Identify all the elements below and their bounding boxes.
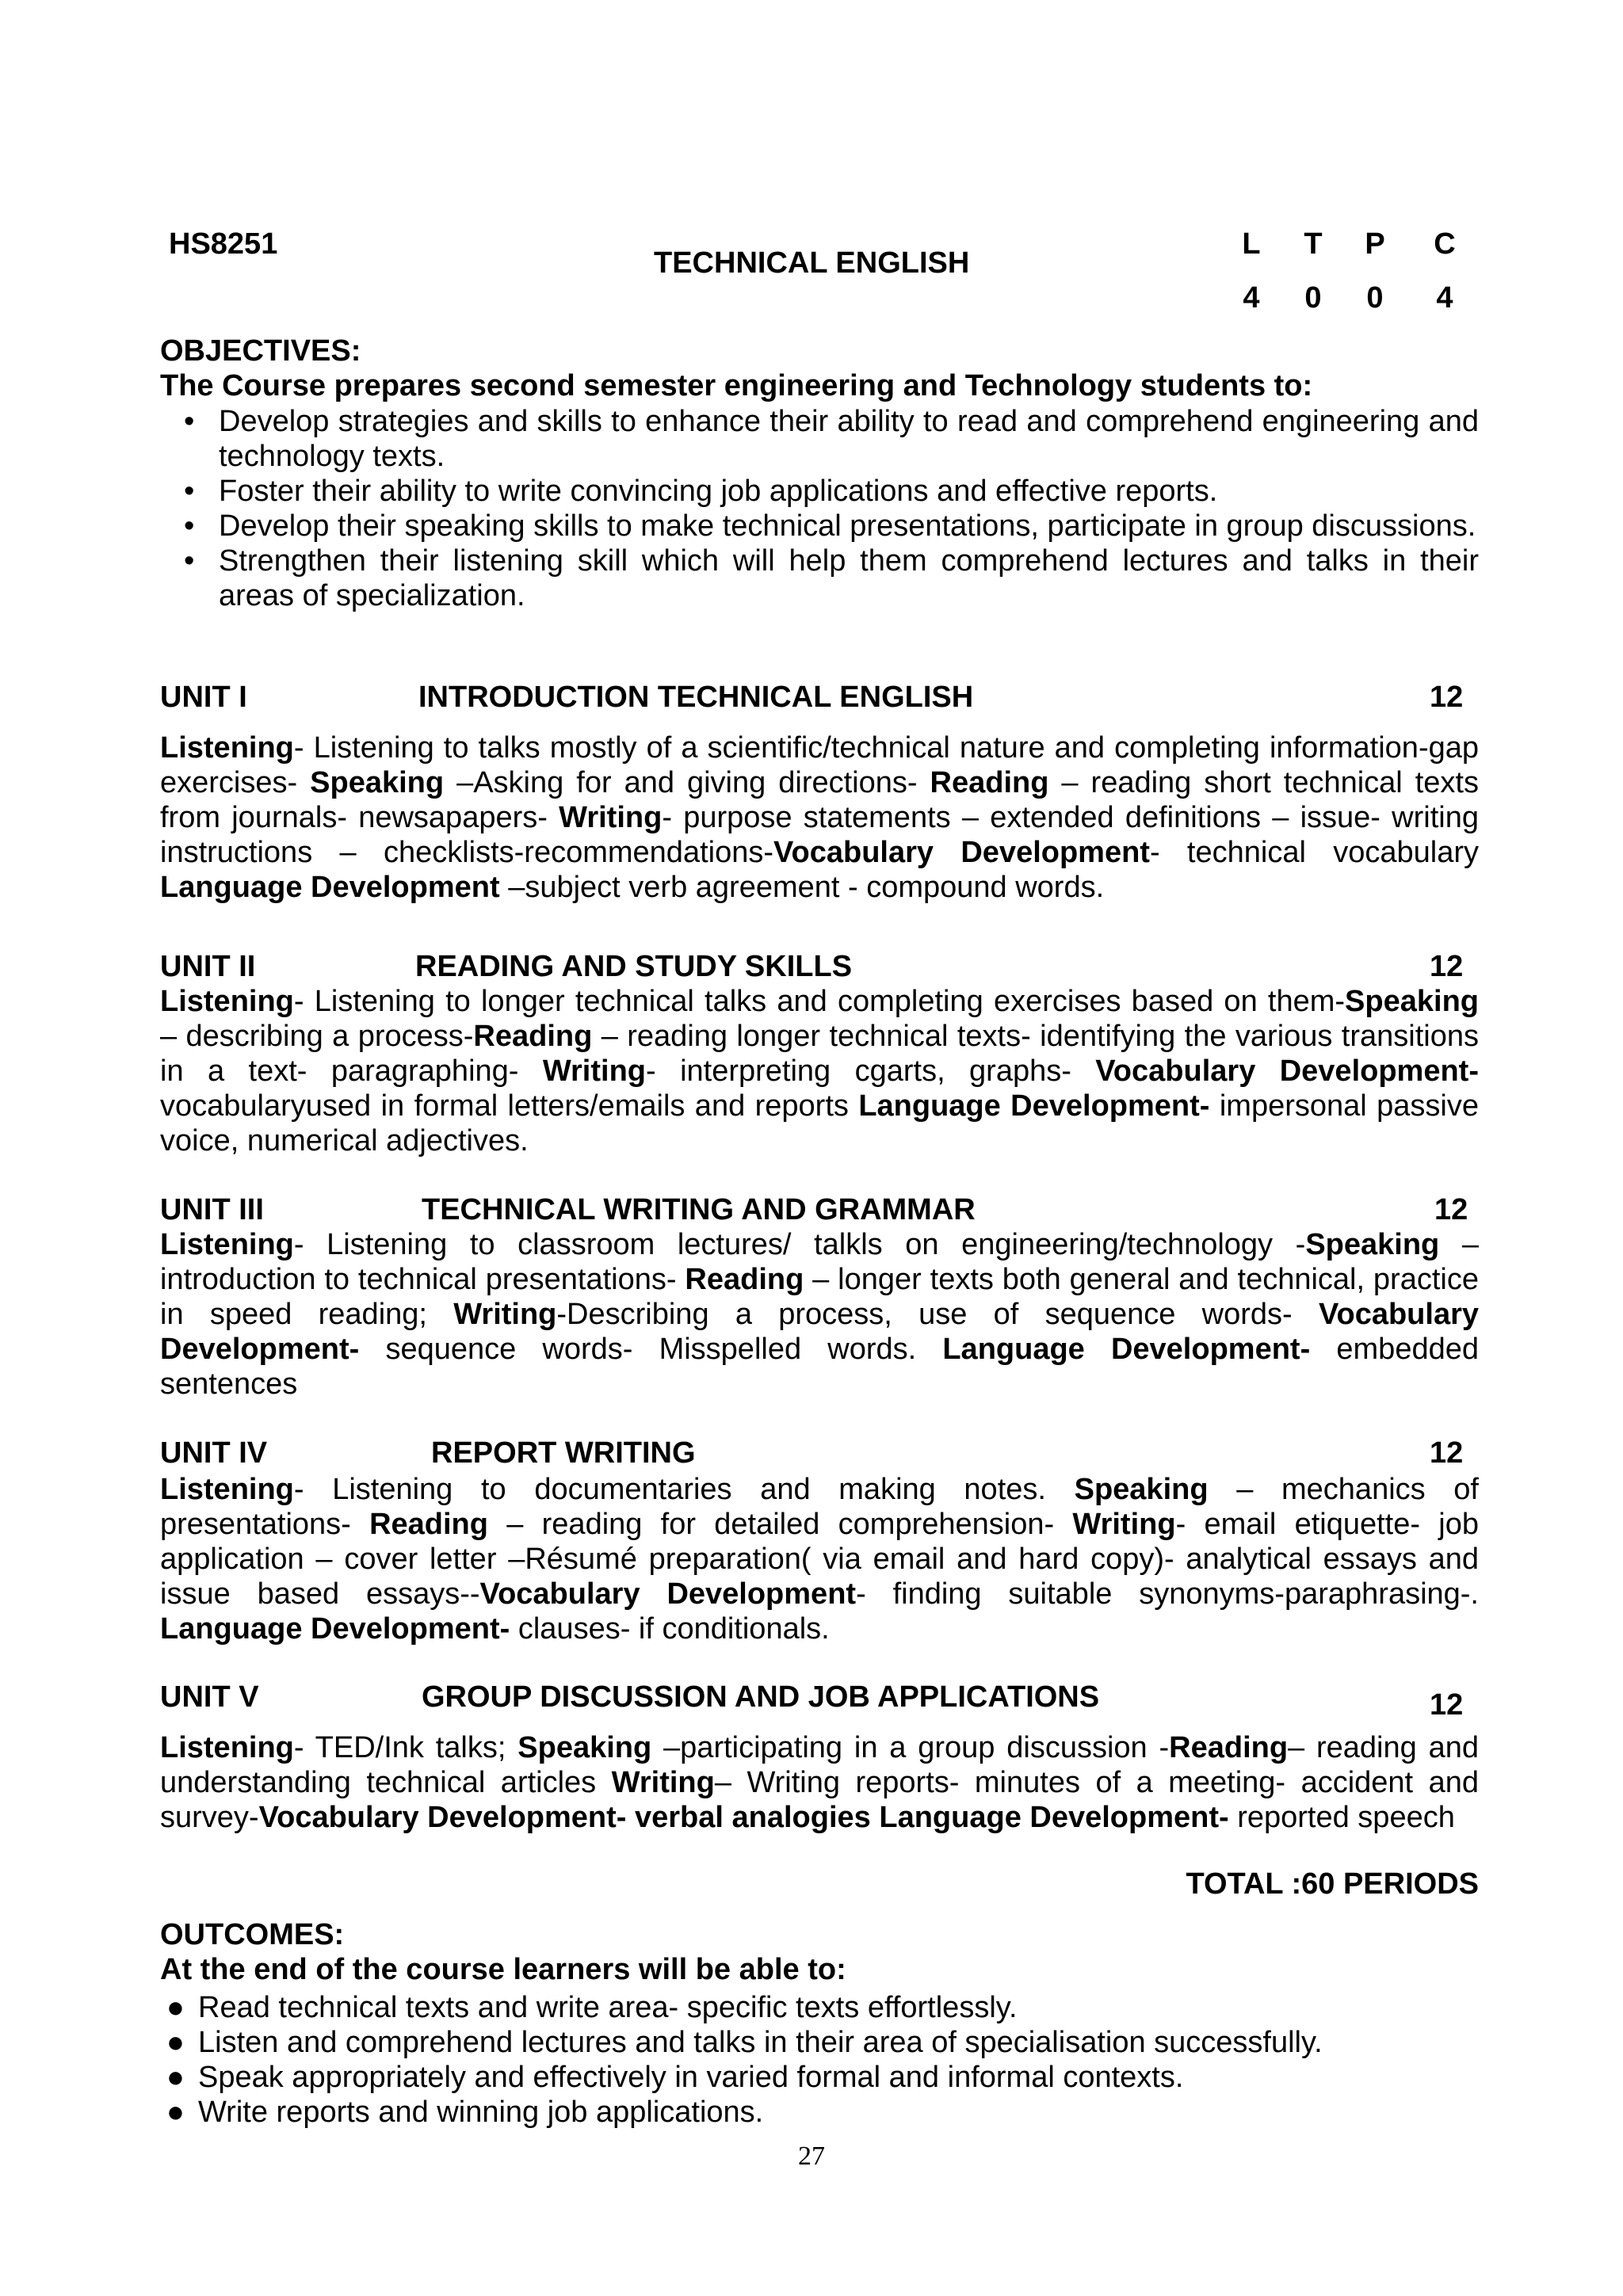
bold-term: Speaking bbox=[517, 1731, 652, 1764]
body-text: –Asking for and giving directions- bbox=[444, 766, 930, 799]
body-text: sequence words- Misspelled words. bbox=[359, 1333, 943, 1366]
bold-term: Writing bbox=[611, 1766, 715, 1799]
body-text: – longer texts both general and technical, practice in speed reading; bbox=[160, 1263, 1479, 1331]
bold-term: Writing bbox=[559, 801, 663, 834]
body-text: - interpreting cgarts, graphs- bbox=[646, 1055, 1096, 1088]
ltpc-label-c: C bbox=[1434, 227, 1456, 261]
total-periods: TOTAL :60 PERIODS bbox=[1186, 1867, 1479, 1901]
unit-body bbox=[160, 1472, 1479, 1646]
bold-term: Reading bbox=[685, 1263, 804, 1296]
bullet-icon: • bbox=[184, 544, 195, 578]
unit-title: REPORT WRITING bbox=[431, 1436, 696, 1470]
bold-term: Language Development- bbox=[942, 1333, 1311, 1366]
bold-term: Vocabulary Development- verbal analogies Language Development- bbox=[258, 1801, 1229, 1834]
ltpc-value-l: 4 bbox=[1243, 281, 1260, 315]
bold-term: Language Development- bbox=[858, 1089, 1210, 1123]
bold-term: Language Development- bbox=[160, 1612, 510, 1646]
unit-title: TECHNICAL WRITING AND GRAMMAR bbox=[422, 1193, 976, 1226]
bold-term: Vocabulary Development- bbox=[160, 1298, 1479, 1366]
bold-term: Listening bbox=[160, 1731, 294, 1764]
body-text: - TED/Ink talks; bbox=[293, 1731, 518, 1764]
unit-body bbox=[160, 984, 1479, 1158]
bullet-icon: ● bbox=[166, 2061, 185, 2094]
bold-term: Language Development bbox=[160, 871, 500, 904]
unit-hours: 12 bbox=[1430, 681, 1464, 714]
bold-term: Listening bbox=[160, 1473, 294, 1506]
ltpc-label-t: T bbox=[1304, 227, 1323, 261]
unit-title: READING AND STUDY SKILLS bbox=[415, 950, 853, 983]
unit-hours: 12 bbox=[1430, 1688, 1464, 1722]
unit-title: INTRODUCTION TECHNICAL ENGLISH bbox=[418, 681, 974, 714]
objective-item: • Develop strategies and skills to enhance their ability to read and comprehend engineering and technology texts. bbox=[184, 405, 1479, 473]
objectives-heading: OBJECTIVES: bbox=[160, 334, 361, 368]
body-text: - email etiquette- job application – cover letter –Résumé preparation( via email and hard copy)- analytical essays and issue based essays-- bbox=[160, 1508, 1479, 1611]
outcomes-heading: OUTCOMES: bbox=[160, 1918, 345, 1951]
bold-term: Speaking bbox=[1305, 1228, 1440, 1261]
bold-term: Listening bbox=[160, 985, 294, 1018]
bullet-icon: ● bbox=[166, 2096, 185, 2129]
bold-term: Writing bbox=[1072, 1508, 1176, 1541]
unit-label: UNIT III bbox=[160, 1193, 264, 1226]
bullet-icon: • bbox=[184, 405, 195, 438]
objectives-intro: The Course prepares second semester engineering and Technology students to: bbox=[160, 369, 1313, 402]
course-title: TECHNICAL ENGLISH bbox=[654, 246, 970, 280]
bold-term: Speaking bbox=[310, 766, 445, 799]
outcome-item: ● Read technical texts and write area- specific texts effortlessly. bbox=[166, 1991, 1018, 2024]
unit-heading bbox=[0, 1436, 1623, 1470]
body-text: - Listening to documentaries and making notes. bbox=[293, 1473, 1075, 1506]
objective-item: • Strengthen their listening skill which will help them comprehend lectures and talks in their areas of specialization. bbox=[184, 544, 1479, 612]
bold-term: Listening bbox=[160, 1228, 294, 1261]
outcome-item: ● Speak appropriately and effectively in varied formal and informal contexts. bbox=[166, 2061, 1184, 2094]
body-text: - Listening to talks mostly of a scientific/technical nature and completing information-gap exercises- bbox=[160, 731, 1479, 799]
ltpc-label-l: L bbox=[1242, 227, 1261, 261]
outcomes-intro: At the end of the course learners will be able to: bbox=[160, 1953, 846, 1986]
course-code: HS8251 bbox=[169, 227, 278, 261]
body-text: -Describing a process, use of sequence words- bbox=[556, 1298, 1319, 1331]
body-text: – introduction to technical presentations- bbox=[160, 1228, 1479, 1296]
body-text: – describing a process- bbox=[160, 1020, 474, 1053]
bold-term: Speaking bbox=[1074, 1473, 1209, 1506]
bold-term: Speaking bbox=[1345, 985, 1479, 1018]
body-text: impersonal passive voice, numerical adjectives. bbox=[160, 1089, 1479, 1158]
body-text: – reading and understanding technical articles bbox=[160, 1731, 1479, 1799]
bold-term: Reading bbox=[930, 766, 1049, 799]
unit-hours: 12 bbox=[1430, 950, 1464, 983]
ltpc-value-p: 0 bbox=[1366, 281, 1384, 315]
unit-heading bbox=[0, 680, 1623, 715]
ltpc-value-c: 4 bbox=[1436, 281, 1453, 315]
unit-title: GROUP DISCUSSION AND JOB APPLICATIONS bbox=[422, 1680, 1100, 1714]
unit-label: UNIT I bbox=[160, 681, 247, 714]
unit-body bbox=[160, 1730, 1479, 1835]
body-text: – reading longer technical texts- identifying the various transitions in a text- paragraphing- bbox=[160, 1020, 1479, 1088]
bold-term: Writing bbox=[453, 1298, 557, 1331]
ltpc-value-t: 0 bbox=[1304, 281, 1322, 315]
objective-item: • Develop their speaking skills to make technical presentations, participate in group discussions. bbox=[184, 509, 1476, 543]
body-text: – mechanics of presentations- bbox=[160, 1473, 1479, 1541]
bold-term: Writing bbox=[542, 1055, 647, 1088]
bold-term: Vocabulary Development- bbox=[1095, 1055, 1479, 1088]
body-text: - finding suitable synonyms-paraphrasing-. bbox=[856, 1577, 1479, 1611]
bold-term: Reading bbox=[473, 1020, 593, 1053]
body-text: reported speech bbox=[1228, 1801, 1455, 1834]
ltpc-label-p: P bbox=[1365, 227, 1385, 261]
outcome-item: ● Listen and comprehend lectures and talks in their area of specialisation successfully. bbox=[166, 2026, 1323, 2059]
body-text: - purpose statements – extended definitions – issue- writing instructions – checklists-recommendations- bbox=[160, 801, 1479, 869]
unit-label: UNIT II bbox=[160, 950, 256, 983]
unit-heading bbox=[0, 1680, 1623, 1722]
bullet-icon: ● bbox=[166, 2026, 185, 2059]
body-text: clauses- if conditionals. bbox=[510, 1612, 830, 1646]
unit-hours: 12 bbox=[1430, 1436, 1464, 1470]
unit-heading bbox=[0, 1192, 1623, 1227]
bullet-icon: • bbox=[184, 475, 195, 508]
unit-hours: 12 bbox=[1434, 1193, 1468, 1226]
bold-term: Vocabulary Development bbox=[479, 1577, 857, 1611]
body-text: vocabularyused in formal letters/emails and reports bbox=[160, 1089, 859, 1123]
body-text: – Writing reports- minutes of a meeting- accident and survey- bbox=[160, 1766, 1479, 1834]
unit-body bbox=[160, 730, 1479, 905]
body-text: –subject verb agreement - compound words. bbox=[499, 871, 1105, 904]
bold-term: Vocabulary Development bbox=[773, 836, 1150, 869]
unit-label: UNIT IV bbox=[160, 1436, 268, 1470]
outcome-item: ● Write reports and winning job applications. bbox=[166, 2096, 764, 2129]
body-text: – reading for detailed comprehension- bbox=[487, 1508, 1073, 1541]
body-text: - Listening to classroom lectures/ talkls on engineering/technology - bbox=[293, 1228, 1306, 1261]
bullet-icon: ● bbox=[166, 1991, 185, 2024]
bold-term: Reading bbox=[1169, 1731, 1289, 1764]
outcomes-list bbox=[162, 1990, 1480, 2130]
body-text: - technical vocabulary bbox=[1149, 836, 1479, 869]
objective-item: • Foster their ability to write convincing job applications and effective reports. bbox=[184, 475, 1218, 508]
bold-term: Listening bbox=[160, 731, 294, 765]
body-text: – reading short technical texts from journals- newsapapers- bbox=[160, 766, 1479, 834]
unit-label: UNIT V bbox=[160, 1680, 259, 1714]
unit-body bbox=[160, 1227, 1479, 1402]
unit-heading bbox=[0, 949, 1623, 984]
body-text: - Listening to longer technical talks and completing exercises based on them- bbox=[293, 985, 1346, 1018]
body-text: –participating in a group discussion - bbox=[651, 1731, 1170, 1764]
body-text: embedded sentences bbox=[160, 1333, 1479, 1401]
bold-term: Reading bbox=[369, 1508, 488, 1541]
page-number: 27 bbox=[798, 2142, 825, 2171]
objectives-list bbox=[178, 404, 1479, 613]
bullet-icon: • bbox=[184, 509, 195, 543]
